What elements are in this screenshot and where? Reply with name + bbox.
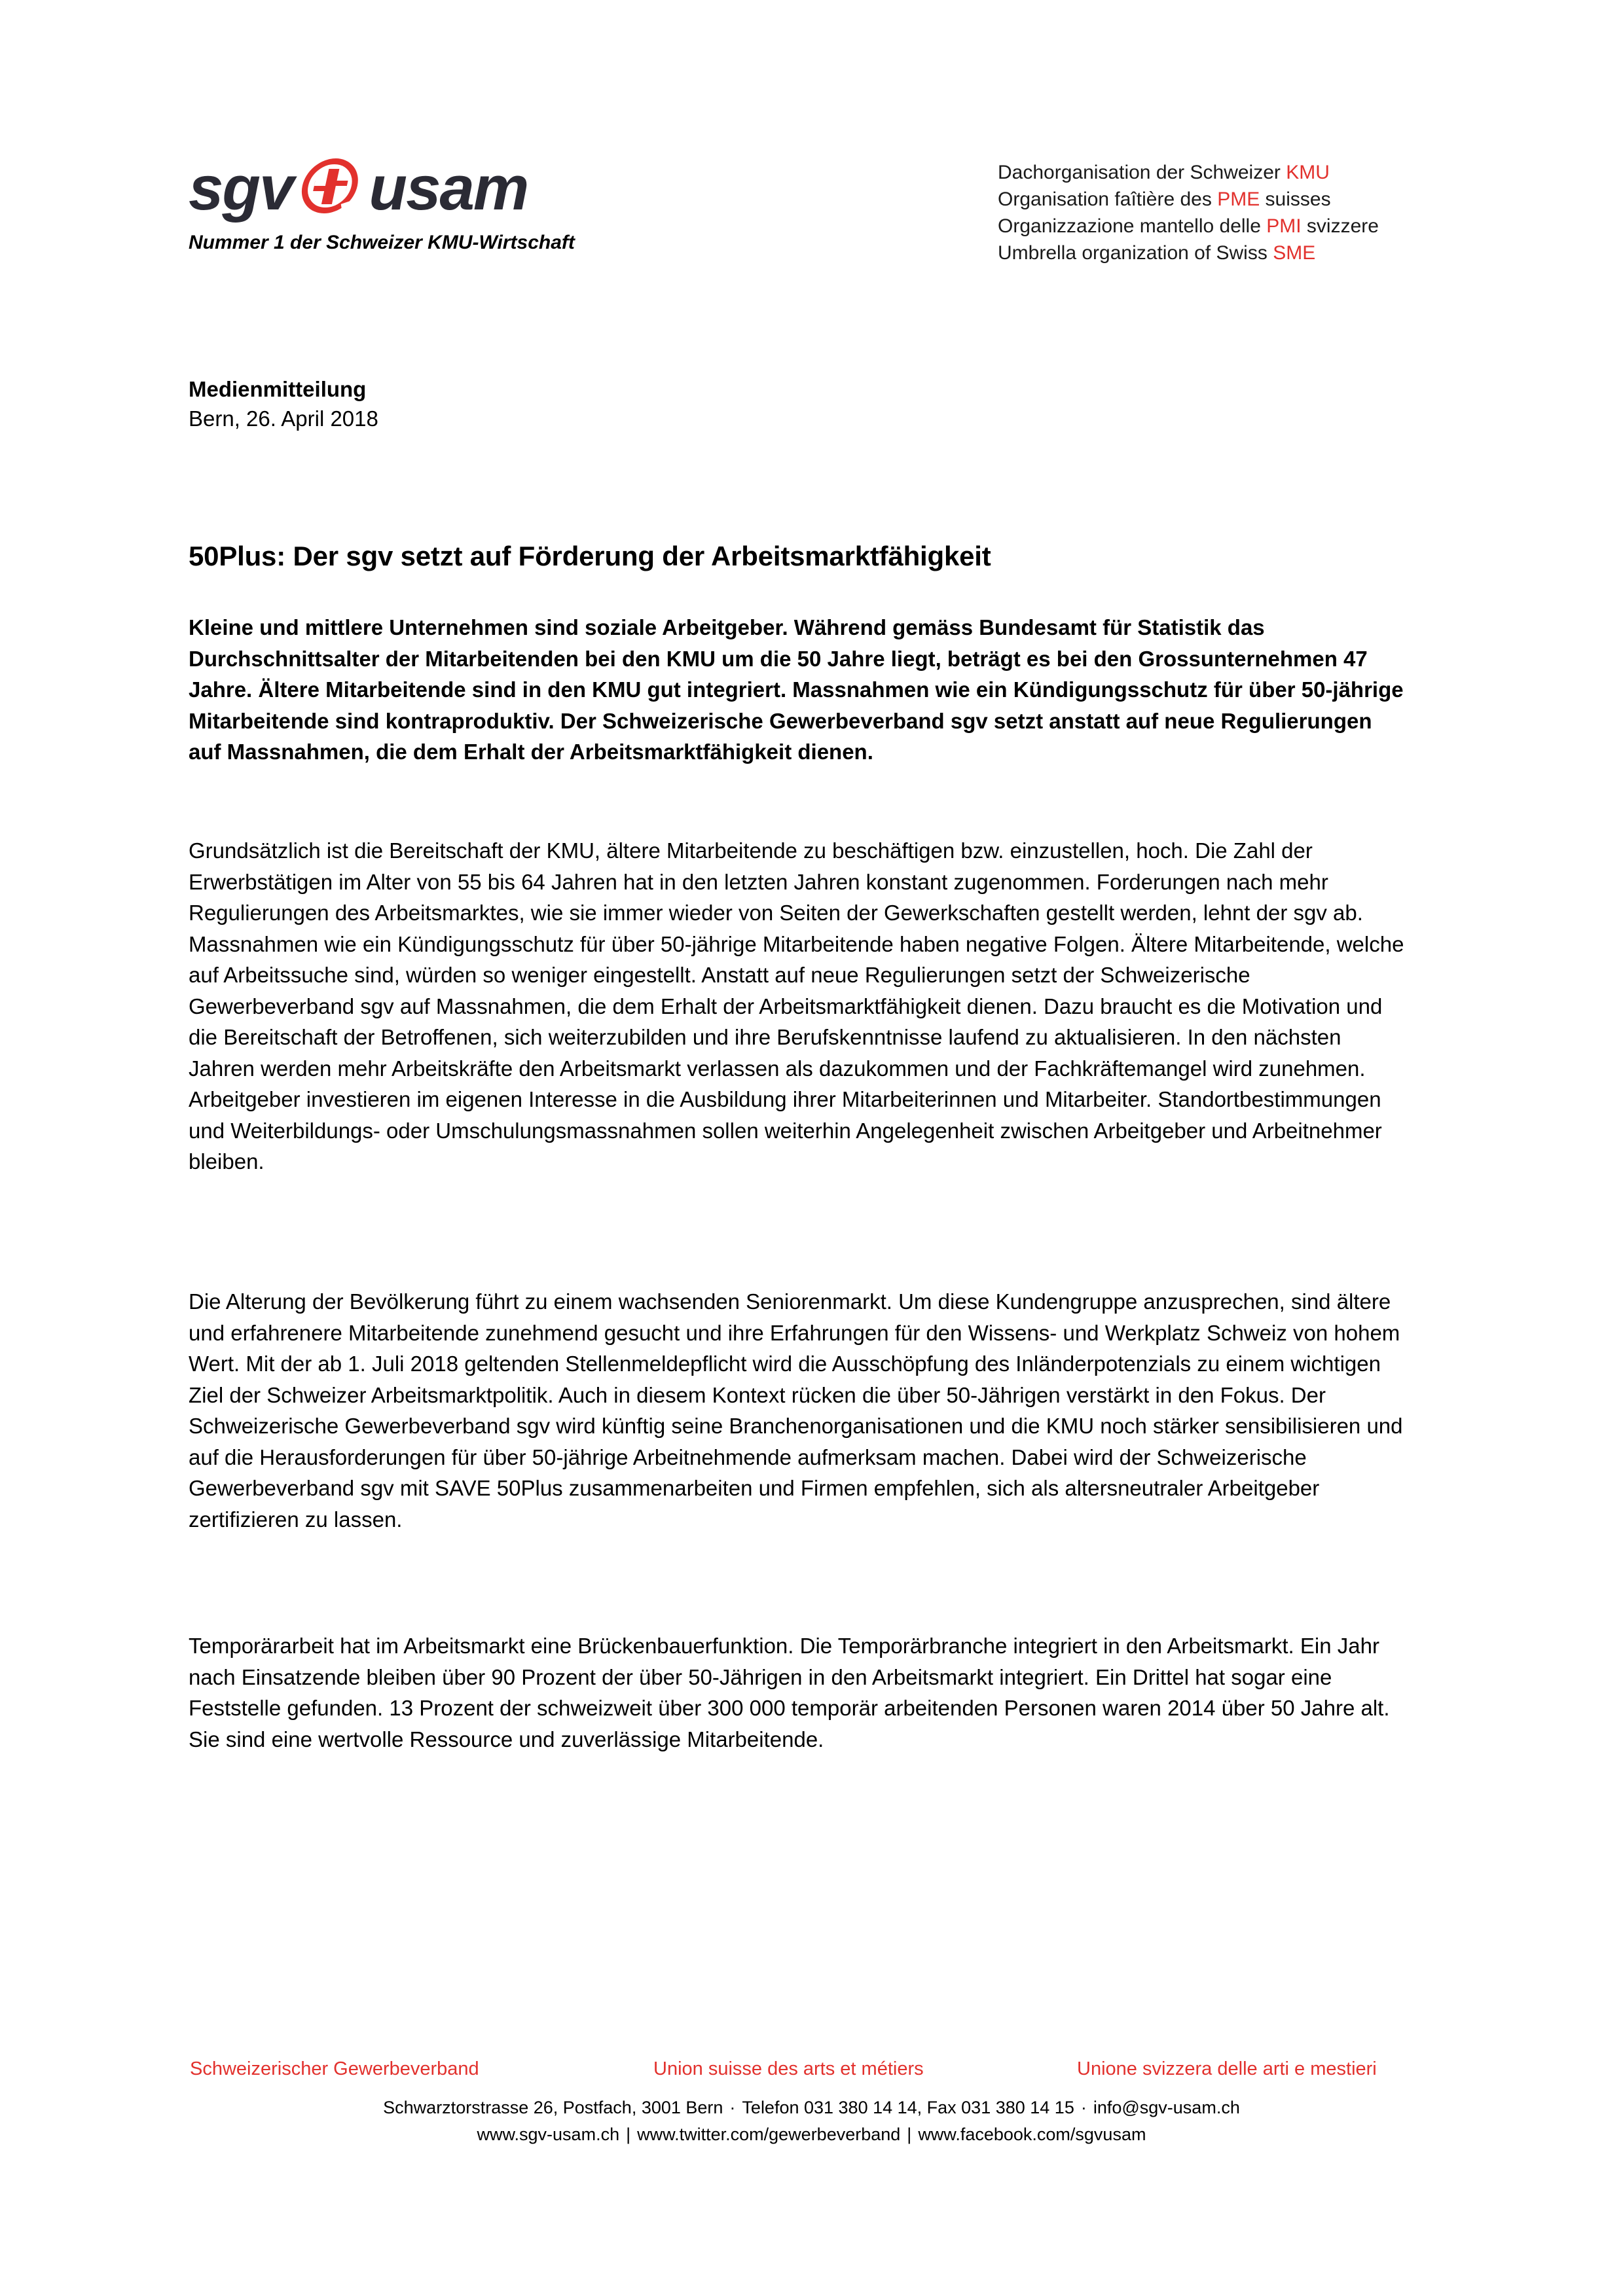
footer-separator-3: | [626, 2125, 631, 2144]
footer-contact-block [0, 2094, 1623, 2148]
swiss-cross-circle-emblem-icon [293, 156, 372, 221]
footer-website-link[interactable]: www.sgv-usam.ch [477, 2125, 620, 2144]
page-title: 50Plus: Der sgv setzt auf Förderung der Arbeitsmarktfähigkeit [189, 541, 991, 571]
footer-email-link[interactable]: info@sgv-usam.ch [1093, 2098, 1240, 2117]
descriptor-line-fr [998, 186, 1379, 213]
logo-text-usam: usam [369, 153, 528, 223]
emblem-cross-notch-right [335, 186, 348, 191]
sgv-usam-logo [189, 154, 581, 254]
descriptor-it-before: Organizzazione mantello delle [998, 215, 1267, 237]
footer-separator-1: · [729, 2098, 736, 2117]
logo-wordmark [189, 154, 581, 223]
document-header [0, 0, 1623, 308]
lead-paragraph: Kleine und mittlere Unternehmen sind soziale Arbeitgeber. Während gemäss Bundesamt für Statistik das Durchschnittsalter der Mitarbeitenden bei den KMU um die 50 Jahre liegt, beträgt es bei den Grossunternehmen 47 Jahre. Ältere Mitarbeitende sind in den KMU gut integriert. Massnahmen wie ein Kündigungsschutz für über 50-jährige Mitarbeitende sind kontraproduktiv. Der Schweizerische Gewerbeverband sgv setzt anstatt auf neue Regulierungen auf Massnahmen, die dem Erhalt der Arbeitsmarktfähigkeit dienen. [189, 615, 1404, 764]
footer-organization-names [0, 2055, 1623, 2087]
footer-org-name-it: Unione svizzera delle arti e mestieri [1077, 2058, 1377, 2079]
footer-address: Schwarztorstrasse 26, Postfach, 3001 Bern [383, 2098, 723, 2117]
descriptor-fr-before: Organisation faîtière des [998, 188, 1218, 210]
emblem-cross-notch-left [314, 181, 327, 186]
body-paragraph-3: Temporärarbeit hat im Arbeitsmarkt eine Brückenbauerfunktion. Die Temporärbranche integriert in den Arbeitsmarkt. Ein Jahr nach Einsatzende bleiben über 90 Prozent der über 50-Jährigen in den Arbeitsmarkt integriert. Ein Drittel hat sogar eine Feststelle gefunden. 13 Prozent der schweizweit über 300 000 temporär arbeitenden Personen waren 2014 über 50 Jahre alt. Sie sind eine wertvolle Ressource und zuverlässige Mitarbeitende. [189, 1634, 1390, 1751]
descriptor-en-before: Umbrella organization of Swiss [998, 242, 1273, 264]
descriptor-fr-accent: PME [1217, 188, 1260, 210]
descriptor-line-en [998, 240, 1379, 266]
descriptor-it-after: svizzere [1301, 215, 1379, 237]
document-place-date: Bern, 26. April 2018 [189, 406, 378, 431]
logo-text-sgv: sgv [189, 153, 293, 223]
descriptor-de-accent: KMU [1286, 162, 1330, 183]
logo-tagline: Nummer 1 der Schweizer KMU-Wirtschaft [189, 232, 575, 253]
footer-twitter-link[interactable]: www.twitter.com/gewerbeverband [637, 2125, 901, 2144]
footer-phone-fax: Telefon 031 380 14 14, Fax 031 380 14 15 [742, 2098, 1074, 2117]
footer-facebook-link[interactable]: www.facebook.com/sgvusam [918, 2125, 1146, 2144]
footer-separator-2: · [1080, 2098, 1087, 2117]
organization-descriptors [998, 159, 1379, 266]
descriptor-line-it [998, 213, 1379, 240]
descriptor-line-de [998, 159, 1379, 186]
footer-contact-line [0, 2094, 1623, 2121]
document-footer [0, 2055, 1623, 2148]
footer-org-name-fr: Union suisse des arts et métiers [653, 2058, 924, 2079]
descriptor-de-before: Dachorganisation der Schweizer [998, 162, 1286, 183]
body-paragraph-2: Die Alterung der Bevölkerung führt zu einem wachsenden Seniorenmarkt. Um diese Kundengruppe anzusprechen, sind ältere und erfahrenere Mitarbeitende zunehmend gesucht und ihre Erfahrungen für den Wissens- und Werkplatz Schweiz von hohem Wert. Mit der ab 1. Juli 2018 geltenden Stellenmeldepflicht wird die Ausschöpfung des Inländerpotenzials zu einem wichtigen Ziel der Schweizer Arbeitsmarktpolitik. Auch in diesem Kontext rücken die über 50-Jährigen verstärkt in den Fokus. Der Schweizerische Gewerbeverband sgv wird künftig seine Branchenorganisationen und die KMU noch stärker sensibilisieren und auf die Herausforderungen für über 50-jährige Arbeitnehmende aufmerksam machen. Dabei wird der Schweizerische Gewerbeverband sgv mit SAVE 50Plus zusammenarbeiten und Firmen empfehlen, sich als altersneutraler Arbeitgeber zertifizieren zu lassen. [189, 1289, 1403, 1532]
body-paragraph-1: Grundsätzlich ist die Bereitschaft der KMU, ältere Mitarbeitende zu beschäftigen bzw. einzustellen, hoch. Die Zahl der Erwerbstätigen im Alter von 55 bis 64 Jahren hat in den letzten Jahren konstant zugenommen. Forderungen nach mehr Regulierungen des Arbeitsmarktes, wie sie immer wieder von Seiten der Gewerkschaften gestellt werden, lehnt der sgv ab. Massnahmen wie ein Kündigungsschutz für über 50-jährige Mitarbeitende haben negative Folgen. Ältere Mitarbeitende, welche auf Arbeitssuche sind, würden so weniger eingestellt. Anstatt auf neue Regulierungen setzt der Schweizerische Gewerbeverband sgv auf Massnahmen, die dem Erhalt der Arbeitsmarktfähigkeit dienen. Dazu braucht es die Motivation und die Bereitschaft der Betroffenen, sich weiterzubilden und ihre Berufskenntnisse laufend zu aktualisieren. In den nächsten Jahren werden mehr Arbeitskräfte den Arbeitsmarkt verlassen als dazukommen und der Fachkräftemangel wird zunehmen. Arbeitgeber investieren im eigenen Interesse in die Ausbildung ihrer Mitarbeiterinnen und Mitarbeiter. Standortbestimmungen und Weiterbildungs- oder Umschulungsmassnahmen sollen weiterhin Angelegenheit zwischen Arbeitgeber und Arbeitnehmer bleiben. [189, 838, 1404, 1174]
descriptor-en-accent: SME [1273, 242, 1316, 264]
descriptor-it-accent: PMI [1266, 215, 1302, 237]
footer-links-line [0, 2121, 1623, 2148]
document-type-label: Medienmitteilung [189, 377, 367, 401]
descriptor-fr-after: suisses [1260, 188, 1331, 210]
document-meta [189, 374, 1408, 433]
footer-separator-4: | [907, 2125, 912, 2144]
footer-org-name-de: Schweizerischer Gewerbeverband [190, 2058, 479, 2079]
